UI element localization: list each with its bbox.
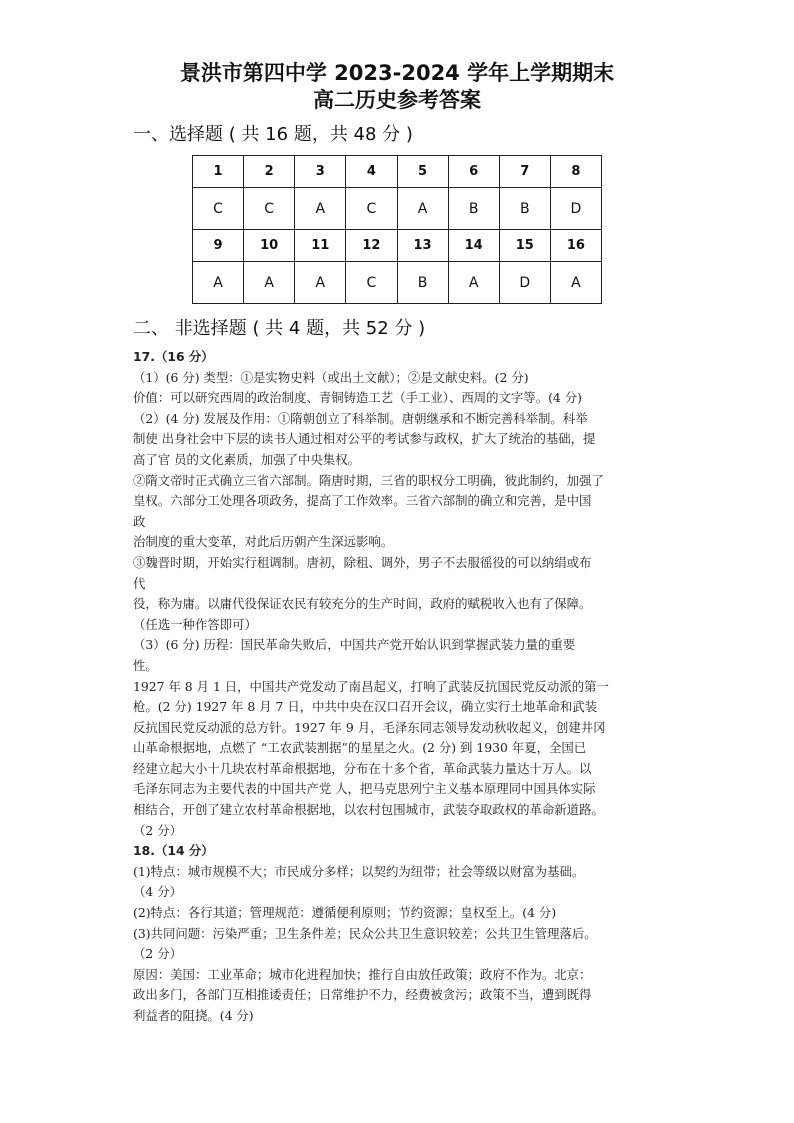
answer-cell: C (346, 188, 397, 230)
question-number: 5 (397, 156, 448, 188)
question-number: 3 (295, 156, 346, 188)
answer-line: 经建立起大小十几块农村革命根据地，分布在十多个省，革命武装力量达十万人。以 (133, 760, 592, 776)
question-number: 8 (550, 156, 601, 188)
question-heading: 18.（14 分） (133, 843, 214, 859)
question-number: 11 (295, 230, 346, 262)
answer-line: 毛泽东同志为主要代表的中国共产党 人，把马克思列宁主义基本原理同中国具体实际 (133, 781, 596, 797)
answer-line: 枪。(2 分) 1927 年 8 月 7 日，中共中央在汉口召开会议，确立实行土地革命和武装 (133, 699, 598, 715)
answer-cell: C (193, 188, 244, 230)
answer-cell: A (244, 262, 295, 304)
answer-line: （2 分） (133, 822, 182, 838)
answer-line: 利益者的阻挠。(4 分) (133, 1008, 254, 1023)
question-heading: 17.（16 分） (133, 349, 214, 364)
answer-line: 政出多门，各部门互相推诿责任；日常维护不力，经费被贪污；政策不当，遭到既得 (133, 987, 592, 1003)
answer-cell: B (397, 262, 448, 304)
answer-line: 价值：可以研究西周的政治制度、青铜铸造工艺（手工业）、西周的文字等。(4 分) (133, 390, 582, 406)
question-number: 15 (499, 230, 550, 262)
answer-cell: A (193, 262, 244, 304)
section-heading-choice: 一、选择题 ( 共 16 题，共 48 分 ) (133, 124, 413, 145)
answer-line: 高了官 员的文化素质，加强了中央集权。 (133, 451, 360, 467)
answer-line: 制使 出身社会中下层的读书人通过相对公平的考试参与政权，扩大了统治的基础，提 (133, 431, 596, 447)
answer-line: 原因：美国：工业革命；城市化进程加快；推行自由放任政策；政府不作为。北京： (133, 966, 592, 982)
answer-cell: A (550, 262, 601, 304)
answer-line: 役，称为庸。以庸代役保证农民有较充分的生产时间，政府的赋税收入也有了保障。 (133, 596, 592, 612)
answer-line: 反抗国民党反动派的总方针。1927 年 9 月，毛泽东同志领导发动秋收起义，创建井冈 (133, 719, 606, 735)
question-number: 1 (193, 156, 244, 188)
answer-table (192, 155, 602, 304)
answer-cell: A (295, 262, 346, 304)
answer-cell: A (295, 188, 346, 230)
answer-cell: A (397, 188, 448, 230)
section-heading-nonchoice: 二、 非选择题 ( 共 4 题，共 52 分 ) (133, 318, 426, 339)
answer-cell: C (346, 262, 397, 304)
question-number: 10 (244, 230, 295, 262)
answer-line: 山革命根据地，点燃了 “工农武装割据”的星星之火。(2 分) 到 1930 年夏，全国已 (133, 740, 587, 756)
answer-cell: D (499, 262, 550, 304)
page-title: 景洪市第四中学 2023-2024 学年上学期期末 (179, 61, 615, 85)
answer-line: 政 (133, 513, 146, 529)
answer-line: （4 分） (133, 884, 182, 900)
answer-cell: D (550, 188, 601, 230)
question-number: 9 (193, 230, 244, 262)
answer-line: （2 分） (133, 946, 182, 962)
answer-cell: B (499, 188, 550, 230)
answer-line: (2)特点：各行其道；管理规范：遵循便利原则；节约资源；皇权至上。(4 分) (133, 905, 557, 921)
answer-cell: C (244, 188, 295, 230)
answer-line: ③魏晋时期，开始实行租调制。唐初，除租、调外，男子不去服徭役的可以纳绢或布 (133, 554, 592, 570)
question-number: 7 (499, 156, 550, 188)
answer-cell: B (448, 188, 499, 230)
question-number: 12 (346, 230, 397, 262)
answer-line: 代 (133, 575, 146, 591)
question-number: 6 (448, 156, 499, 188)
page-subtitle: 高二历史参考答案 (313, 88, 481, 112)
answer-body (133, 347, 673, 1027)
question-number: 4 (346, 156, 397, 188)
answer-line: 性。 (133, 657, 158, 673)
answer-line: ②隋文帝时正式确立三省六部制。隋唐时期，三省的职权分工明确，彼此制约，加强了 (133, 472, 604, 488)
answer-line: (1)特点：城市规模不大；市民成分多样；以契约为纽带；社会等级以财富为基础。 (133, 863, 585, 879)
question-number: 14 (448, 230, 499, 262)
answer-line: 1927 年 8 月 1 日，中国共产党发动了南昌起义，打响了武装反抗国民党反动派的第一 (133, 678, 609, 694)
answer-line: （1）(6 分) 类型：①是实物史料（或出土文献）；②是文献史料。(2 分) (133, 369, 529, 385)
answer-line: 皇权。六部分工处理各项政务，提高了工作效率。三省六部制的确立和完善，是中国 (133, 493, 592, 509)
answer-line: 相结合，开创了建立农村革命根据地，以农村包围城市，武装夺取政权的革命新道路。 (133, 802, 604, 818)
answer-line: （任选一种作答即可） (133, 616, 257, 632)
question-number: 2 (244, 156, 295, 188)
question-number: 16 (550, 230, 601, 262)
question-number: 13 (397, 230, 448, 262)
answer-cell: A (448, 262, 499, 304)
answer-line: 治制度的重大变革，对此后历朝产生深远影响。 (133, 534, 394, 550)
answer-line: （3）(6 分) 历程：国民革命失败后，中国共产党开始认识到掌握武装力量的重要 (133, 637, 576, 653)
answer-line: （2）(4 分) 发展及作用：①隋朝创立了科举制。唐朝继承和不断完善科举制。科举 (133, 410, 588, 426)
answer-line: (3)共同问题：污染严重；卫生条件差；民众公共卫生意识较差；公共卫生管理落后。 (133, 925, 597, 941)
